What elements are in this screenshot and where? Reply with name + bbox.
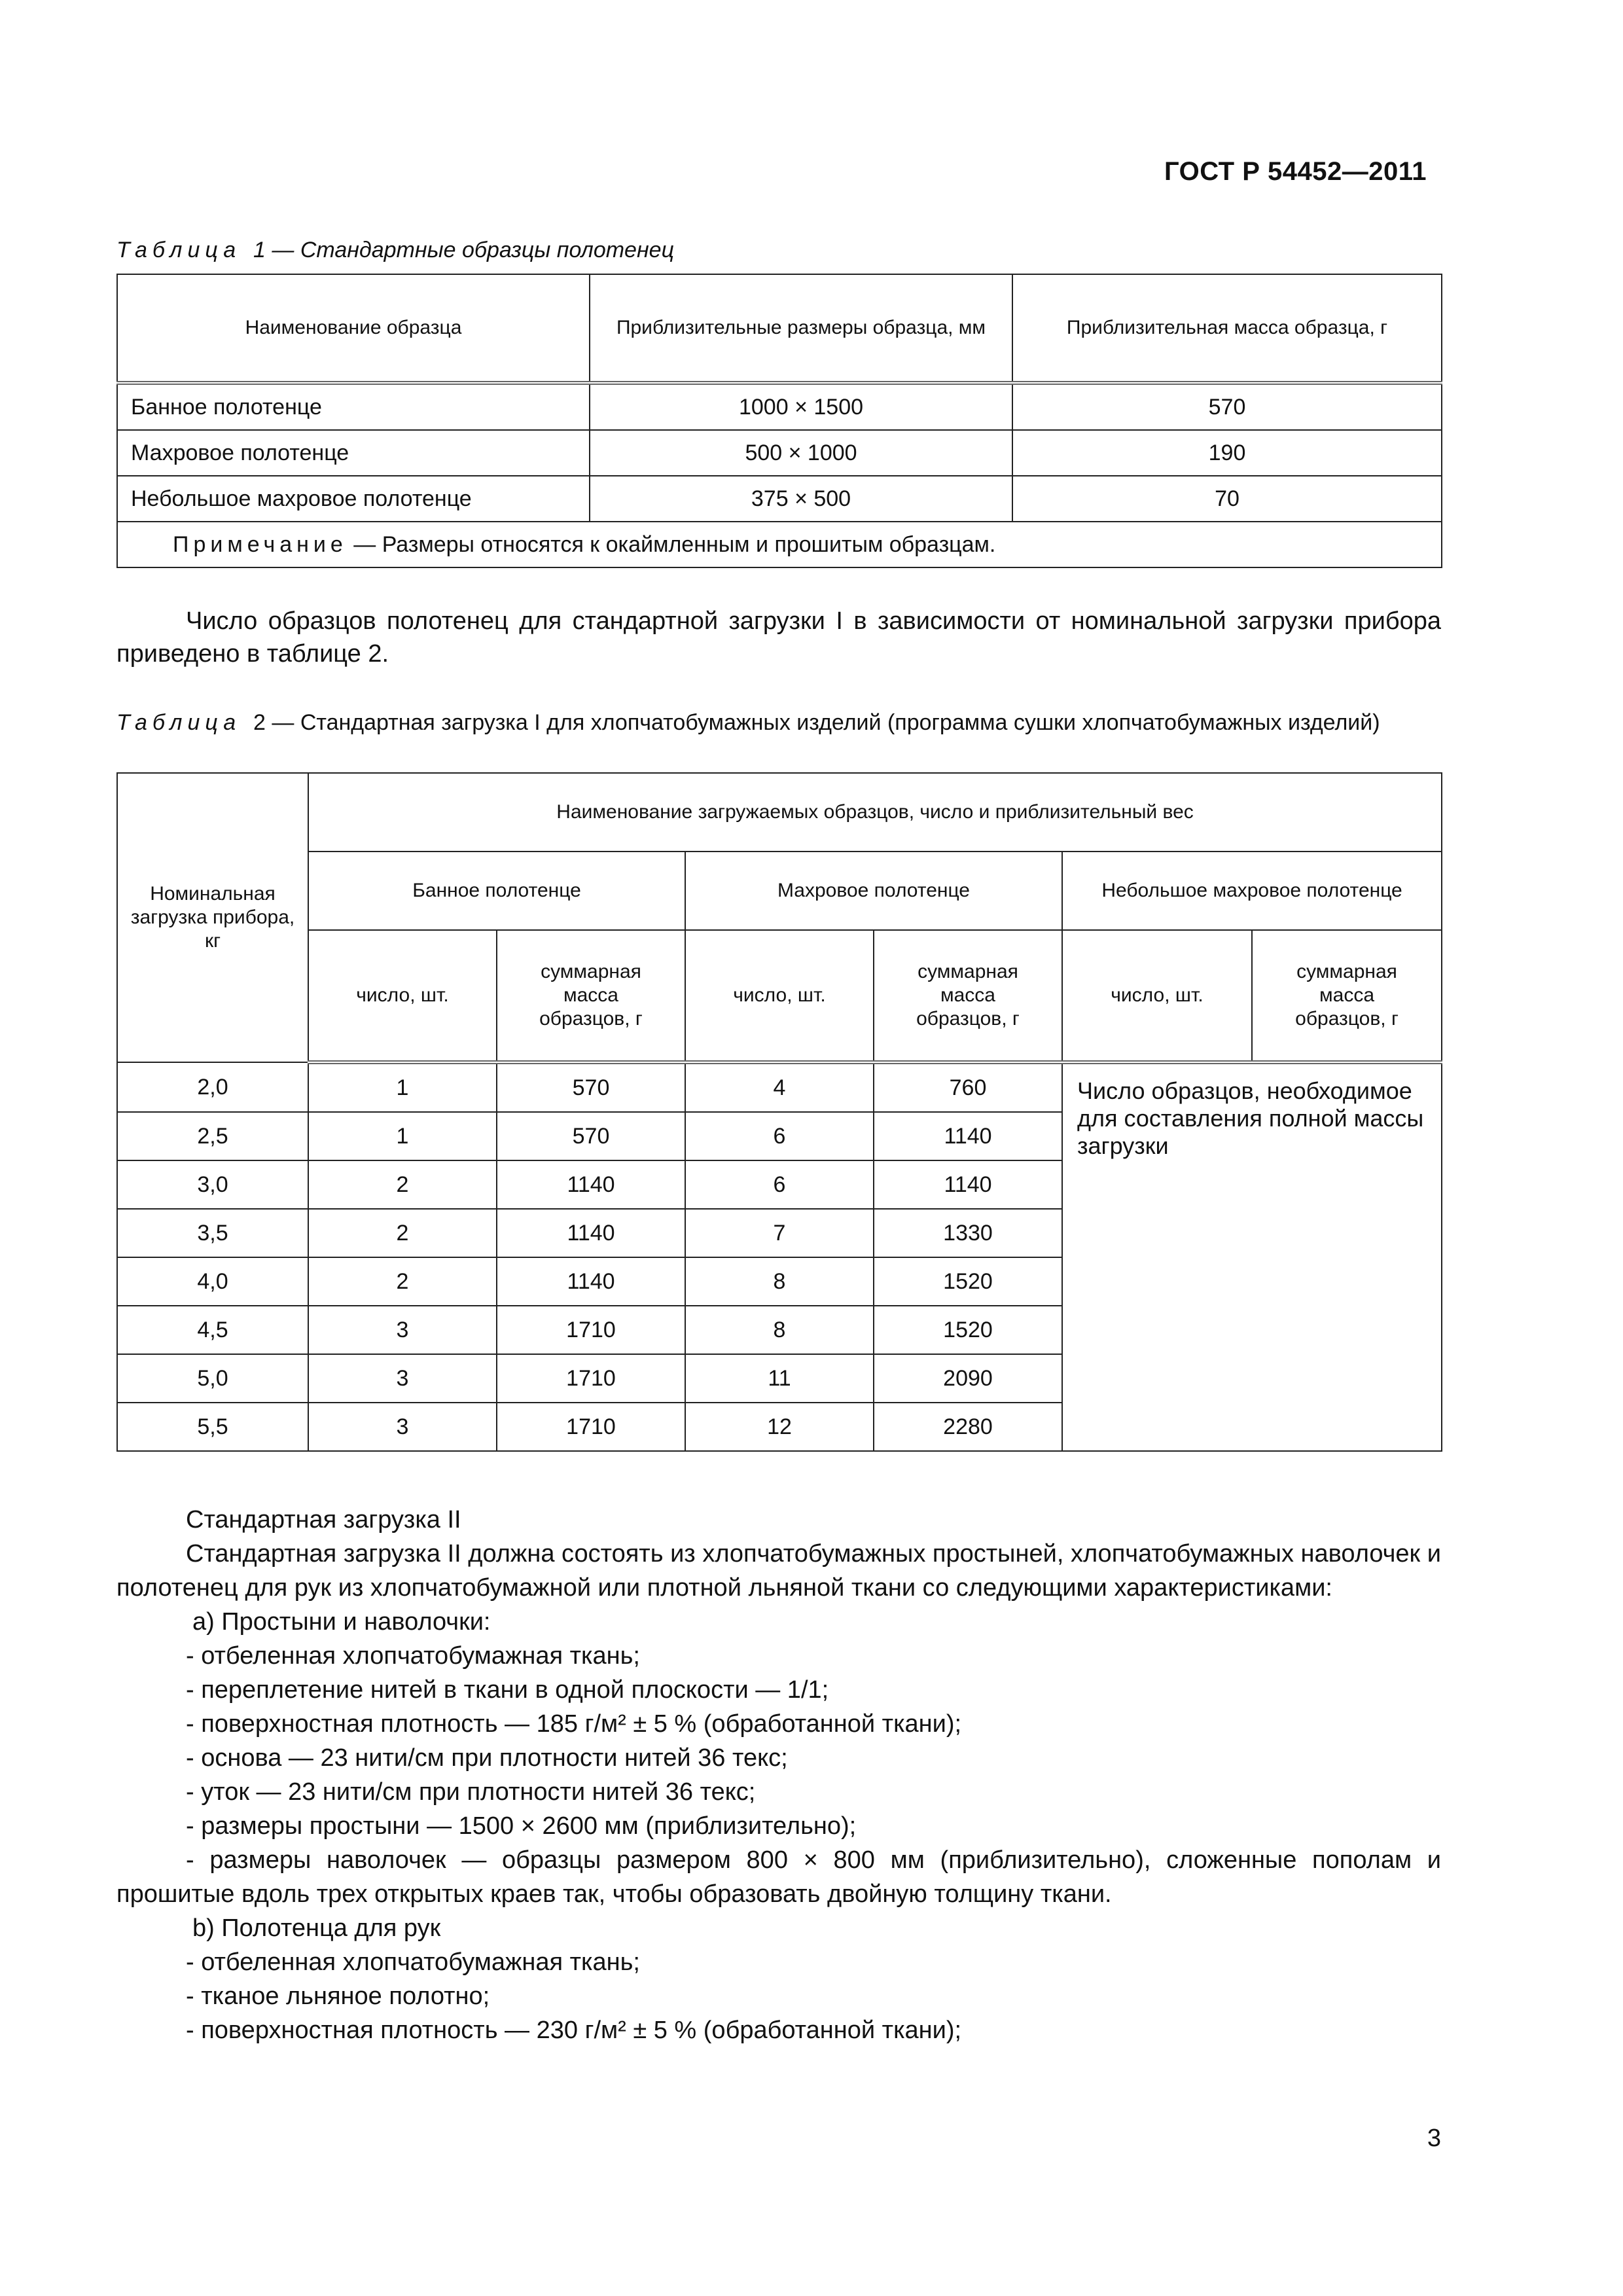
table-cell: 4 — [685, 1062, 874, 1112]
table-cell: 5,5 — [117, 1403, 308, 1451]
table2-group-header: Наименование загружаемых образцов, число и приблизительный вес — [308, 773, 1442, 852]
table-cell: 1330 — [874, 1209, 1062, 1257]
table2-group-small-terry: Небольшое махровое полотенце — [1062, 852, 1442, 930]
body-section — [116, 1503, 1441, 2047]
table-cell: 1140 — [874, 1112, 1062, 1160]
list-b-title: b) Полотенца для рук — [192, 1914, 441, 1942]
table-cell: 7 — [685, 1209, 874, 1257]
table-cell: 570 — [497, 1112, 685, 1160]
list-item: - размеры наволочек — образцы размером 800 × 800 мм (приблизительно), сложенные пополам и прошитые вдоль трех открытых краев так, чтобы образовать двойную толщину ткани. — [116, 1846, 1441, 1908]
table-cell: 3,5 — [117, 1209, 308, 1257]
paragraph-1: Число образцов полотенец для стандартной загрузки I в зависимости от номинальной загрузки прибора приведено в таблице 2. — [116, 607, 1441, 668]
table-cell: 4,5 — [117, 1306, 308, 1354]
table2-group-bath: Банное полотенце — [308, 852, 685, 930]
table-cell: 190 — [1012, 430, 1442, 476]
table-cell: Махровое полотенце — [117, 430, 590, 476]
document-id: ГОСТ Р 54452—2011 — [1164, 157, 1427, 186]
table1-note — [117, 522, 1442, 567]
table1-header-row — [117, 274, 1442, 383]
table-cell: 8 — [685, 1257, 874, 1306]
section-title: Стандартная загрузка II — [186, 1506, 461, 1534]
table1 — [116, 274, 1442, 568]
list-item: - отбеленная хлопчатобумажная ткань; — [186, 1642, 640, 1670]
table-cell: 6 — [685, 1112, 874, 1160]
table-cell: 1140 — [497, 1160, 685, 1209]
table-row — [117, 476, 1442, 522]
list-item: - размеры простыни — 1500 × 2600 мм (приблизительно); — [186, 1812, 857, 1840]
list-item: - тканое льняное полотно; — [186, 1982, 490, 2010]
table-cell: 1 — [308, 1062, 497, 1112]
list-item: - поверхностная плотность — 230 г/м² ± 5 % (обработанной ткани); — [186, 2017, 962, 2044]
table-cell: 570 — [1012, 383, 1442, 430]
table2-sub-count: число, шт. — [308, 930, 497, 1062]
table2-caption-label: Таблица — [116, 710, 241, 735]
table-cell: 3 — [308, 1306, 497, 1354]
table-cell: 1710 — [497, 1403, 685, 1451]
list-item: - уток — 23 нити/см при плотности нитей 36 текс; — [186, 1778, 756, 1806]
table-cell: Банное полотенце — [117, 383, 590, 430]
table1-caption — [116, 237, 674, 263]
table1-caption-text: 1 — Стандартные образцы полотенец — [253, 238, 675, 262]
table-cell: 11 — [685, 1354, 874, 1403]
list-a-title: a) Простыни и наволочки: — [192, 1608, 491, 1636]
table-cell: 1710 — [497, 1306, 685, 1354]
table2-merged-note: Число образцов, необходимое для составления полной массы загрузки — [1062, 1062, 1442, 1451]
table-cell: 3,0 — [117, 1160, 308, 1209]
table1-header-cell: Приблизительные размеры образца, мм — [590, 274, 1012, 383]
table1-header-cell: Наименование образца — [117, 274, 590, 383]
table-cell: 1140 — [497, 1209, 685, 1257]
table-cell: 6 — [685, 1160, 874, 1209]
table-cell: 4,0 — [117, 1257, 308, 1306]
table-cell: 3 — [308, 1403, 497, 1451]
table1-note-row — [117, 522, 1442, 567]
note-label: Примечание — [173, 531, 348, 557]
table2-sub-count: число, шт. — [685, 930, 874, 1062]
table-row — [117, 430, 1442, 476]
table-cell: 375 × 500 — [590, 476, 1012, 522]
table2-header-row-3 — [117, 930, 1442, 1062]
table-cell: 3 — [308, 1354, 497, 1403]
table-cell: 760 — [874, 1062, 1062, 1112]
table2-sub-mass: суммарная масса образцов, г — [1252, 930, 1442, 1062]
table1-header-cell: Приблизительная масса образца, г — [1012, 274, 1442, 383]
table-cell: 2 — [308, 1209, 497, 1257]
table2-sub-mass: суммарная масса образцов, г — [497, 930, 685, 1062]
table2-sub-count: число, шт. — [1062, 930, 1252, 1062]
table-cell: 1000 × 1500 — [590, 383, 1012, 430]
table-cell: 12 — [685, 1403, 874, 1451]
table-row — [117, 1062, 1442, 1112]
table2-caption — [116, 709, 1441, 736]
table-cell: 2 — [308, 1257, 497, 1306]
table-cell: 70 — [1012, 476, 1442, 522]
table-cell: Небольшое махровое полотенце — [117, 476, 590, 522]
table-cell: 2280 — [874, 1403, 1062, 1451]
list-item: - переплетение нитей в ткани в одной плоскости — 1/1; — [186, 1676, 829, 1704]
table-cell: 1140 — [497, 1257, 685, 1306]
table-cell: 8 — [685, 1306, 874, 1354]
table-cell: 1 — [308, 1112, 497, 1160]
table-cell: 2,0 — [117, 1062, 308, 1112]
table-cell: 2,5 — [117, 1112, 308, 1160]
table-cell: 1520 — [874, 1306, 1062, 1354]
table-cell: 570 — [497, 1062, 685, 1112]
table-cell: 2090 — [874, 1354, 1062, 1403]
note-text: — Размеры относятся к окаймленным и прошитым образцам. — [347, 531, 996, 557]
table-row — [117, 383, 1442, 430]
list-item: - поверхностная плотность — 185 г/м² ± 5 % (обработанной ткани); — [186, 1710, 962, 1738]
table-cell: 5,0 — [117, 1354, 308, 1403]
table2-load-header: Номинальная загрузка прибора, кг — [117, 773, 308, 1062]
table-cell: 1520 — [874, 1257, 1062, 1306]
table2-sub-mass: суммарная масса образцов, г — [874, 930, 1062, 1062]
table2-caption-text: 2 — Стандартная загрузка I для хлопчатобумажных изделий (программа сушки хлопчатобумажных изделий) — [253, 710, 1380, 735]
table2-header-row-2 — [117, 852, 1442, 930]
paragraph-2: Стандартная загрузка II должна состоять из хлопчатобумажных простыней, хлопчатобумажных наволочек и полотенец для рук из хлопчатобумажной или плотной льняной ткани со следующими характеристиками: — [116, 1540, 1441, 1602]
table-cell: 1140 — [874, 1160, 1062, 1209]
table2-header-row-1 — [117, 773, 1442, 852]
table-cell: 500 × 1000 — [590, 430, 1012, 476]
list-item: - отбеленная хлопчатобумажная ткань; — [186, 1948, 640, 1976]
table2 — [116, 772, 1442, 1452]
table-cell: 1710 — [497, 1354, 685, 1403]
table2-group-terry: Махровое полотенце — [685, 852, 1062, 930]
table-cell: 2 — [308, 1160, 497, 1209]
table1-caption-label: Таблица — [116, 238, 241, 262]
list-item: - основа — 23 нити/см при плотности нитей 36 текс; — [186, 1744, 788, 1772]
page-number: 3 — [1427, 2125, 1441, 2152]
